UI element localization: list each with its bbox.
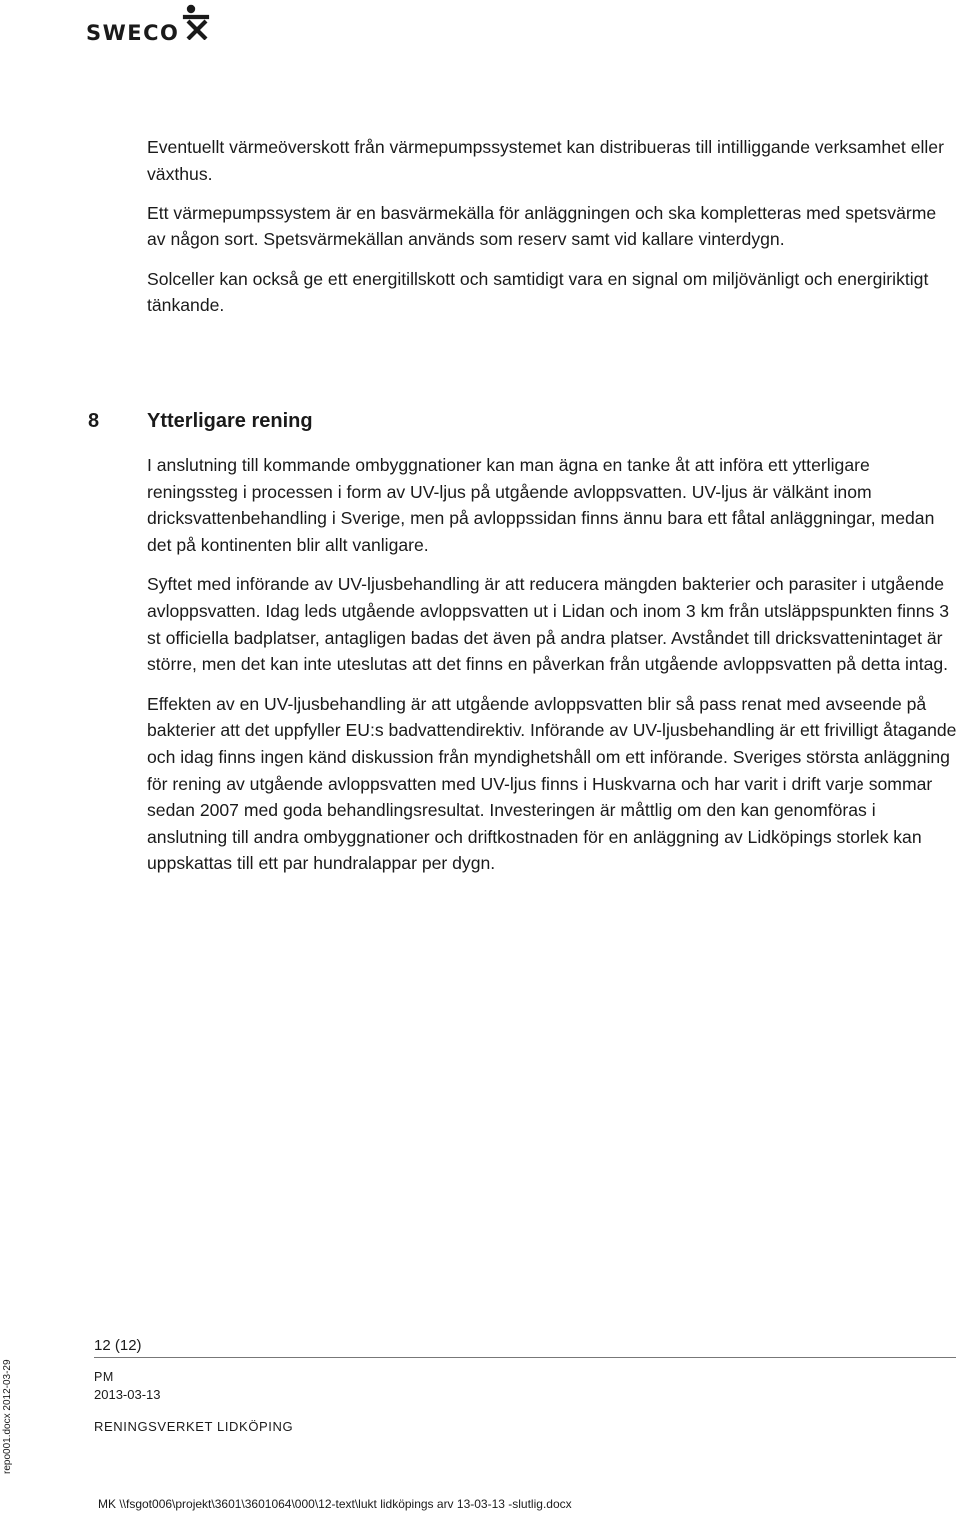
section-body xyxy=(147,452,959,890)
document-type: PM xyxy=(94,1370,114,1384)
paragraph: Effekten av en UV-ljusbehandling är att utgående avloppsvatten blir så pass renat med avseende på bakterier att det uppfyller EU:s badvattendirektiv. Införande av UV-ljusbehandling är ett frivilligt åtagande och idag finns ingen känd diskussion från myndighetshåll om ett införande. Sveriges största anläggning för rening av utgående avloppsvatten med UV-ljus finns i Huskvarna och har varit i drift varje sommar sedan 2007 med goda behandlingsresultat. Investeringen är måttlig om den kan genomföras i anslutning till andra ombyggnationer och driftkostnaden för en anläggning av Lidköpings storlek kan uppskattas till ett par hundralappar per dygn. xyxy=(147,693,957,874)
sweco-figure-icon xyxy=(180,4,212,40)
project-name: RENINGSVERKET LIDKÖPING xyxy=(94,1419,294,1434)
logo-text: SWECO xyxy=(86,21,180,45)
file-path: MK \\fsgot006\projekt\3601\3601064\000\12-text\lukt lidköpings arv 13-03-13 -slutlig.docx xyxy=(98,1497,572,1511)
paragraph: Syftet med införande av UV-ljusbehandling är att reducera mängden bakterier och parasiter i utgående avloppsvatten. Idag leds utgående avloppsvatten ut i Lidan och inom 3 km från utsläppspunkten finns 3 st officiella badplatser, antagligen badas det även på andra platser. Avståndet till dricksvattenintaget är större, men det kan inte uteslutas att det finns en påverkan från utgående avloppsvatten på detta intag. xyxy=(147,574,950,675)
paragraph: Eventuellt värmeöverskott från värmepumpssystemet kan distribueras till intilliggande verksamhet eller växthus. xyxy=(147,137,944,184)
intro-text xyxy=(147,134,957,331)
template-reference: repo001.docx 2012-03-29 xyxy=(2,1359,13,1474)
document-date: 2013-03-13 xyxy=(94,1387,161,1402)
footer-divider xyxy=(94,1357,956,1358)
paragraph: I anslutning till kommande ombyggnationer kan man ägna en tanke åt att införa ett ytterligare reningssteg i processen i form av UV-ljus på utgående avloppsvatten. UV-ljus är välkänt inom dricksvattenbehandling i Sverige, men på avloppssidan finns ännu bara ett fåtal anläggningar, medan det på kontinenten blir allt vanligare. xyxy=(147,455,935,555)
section-title: Ytterligare rening xyxy=(147,410,313,432)
paragraph: Ett värmepumpssystem är en basvärmekälla för anläggningen och ska kompletteras med spetsvärme av någon sort. Spetsvärmekällan används som reserv samt vid kallare vinterdygn. xyxy=(147,202,937,250)
page-number: 12 (12) xyxy=(94,1337,142,1354)
company-logo xyxy=(86,4,226,44)
paragraph: Solceller kan också ge ett energitillskott och samtidigt vara en signal om miljövänligt och energiriktigt tänkande. xyxy=(147,268,929,316)
section-heading xyxy=(88,410,313,433)
section-number: 8 xyxy=(88,410,100,432)
